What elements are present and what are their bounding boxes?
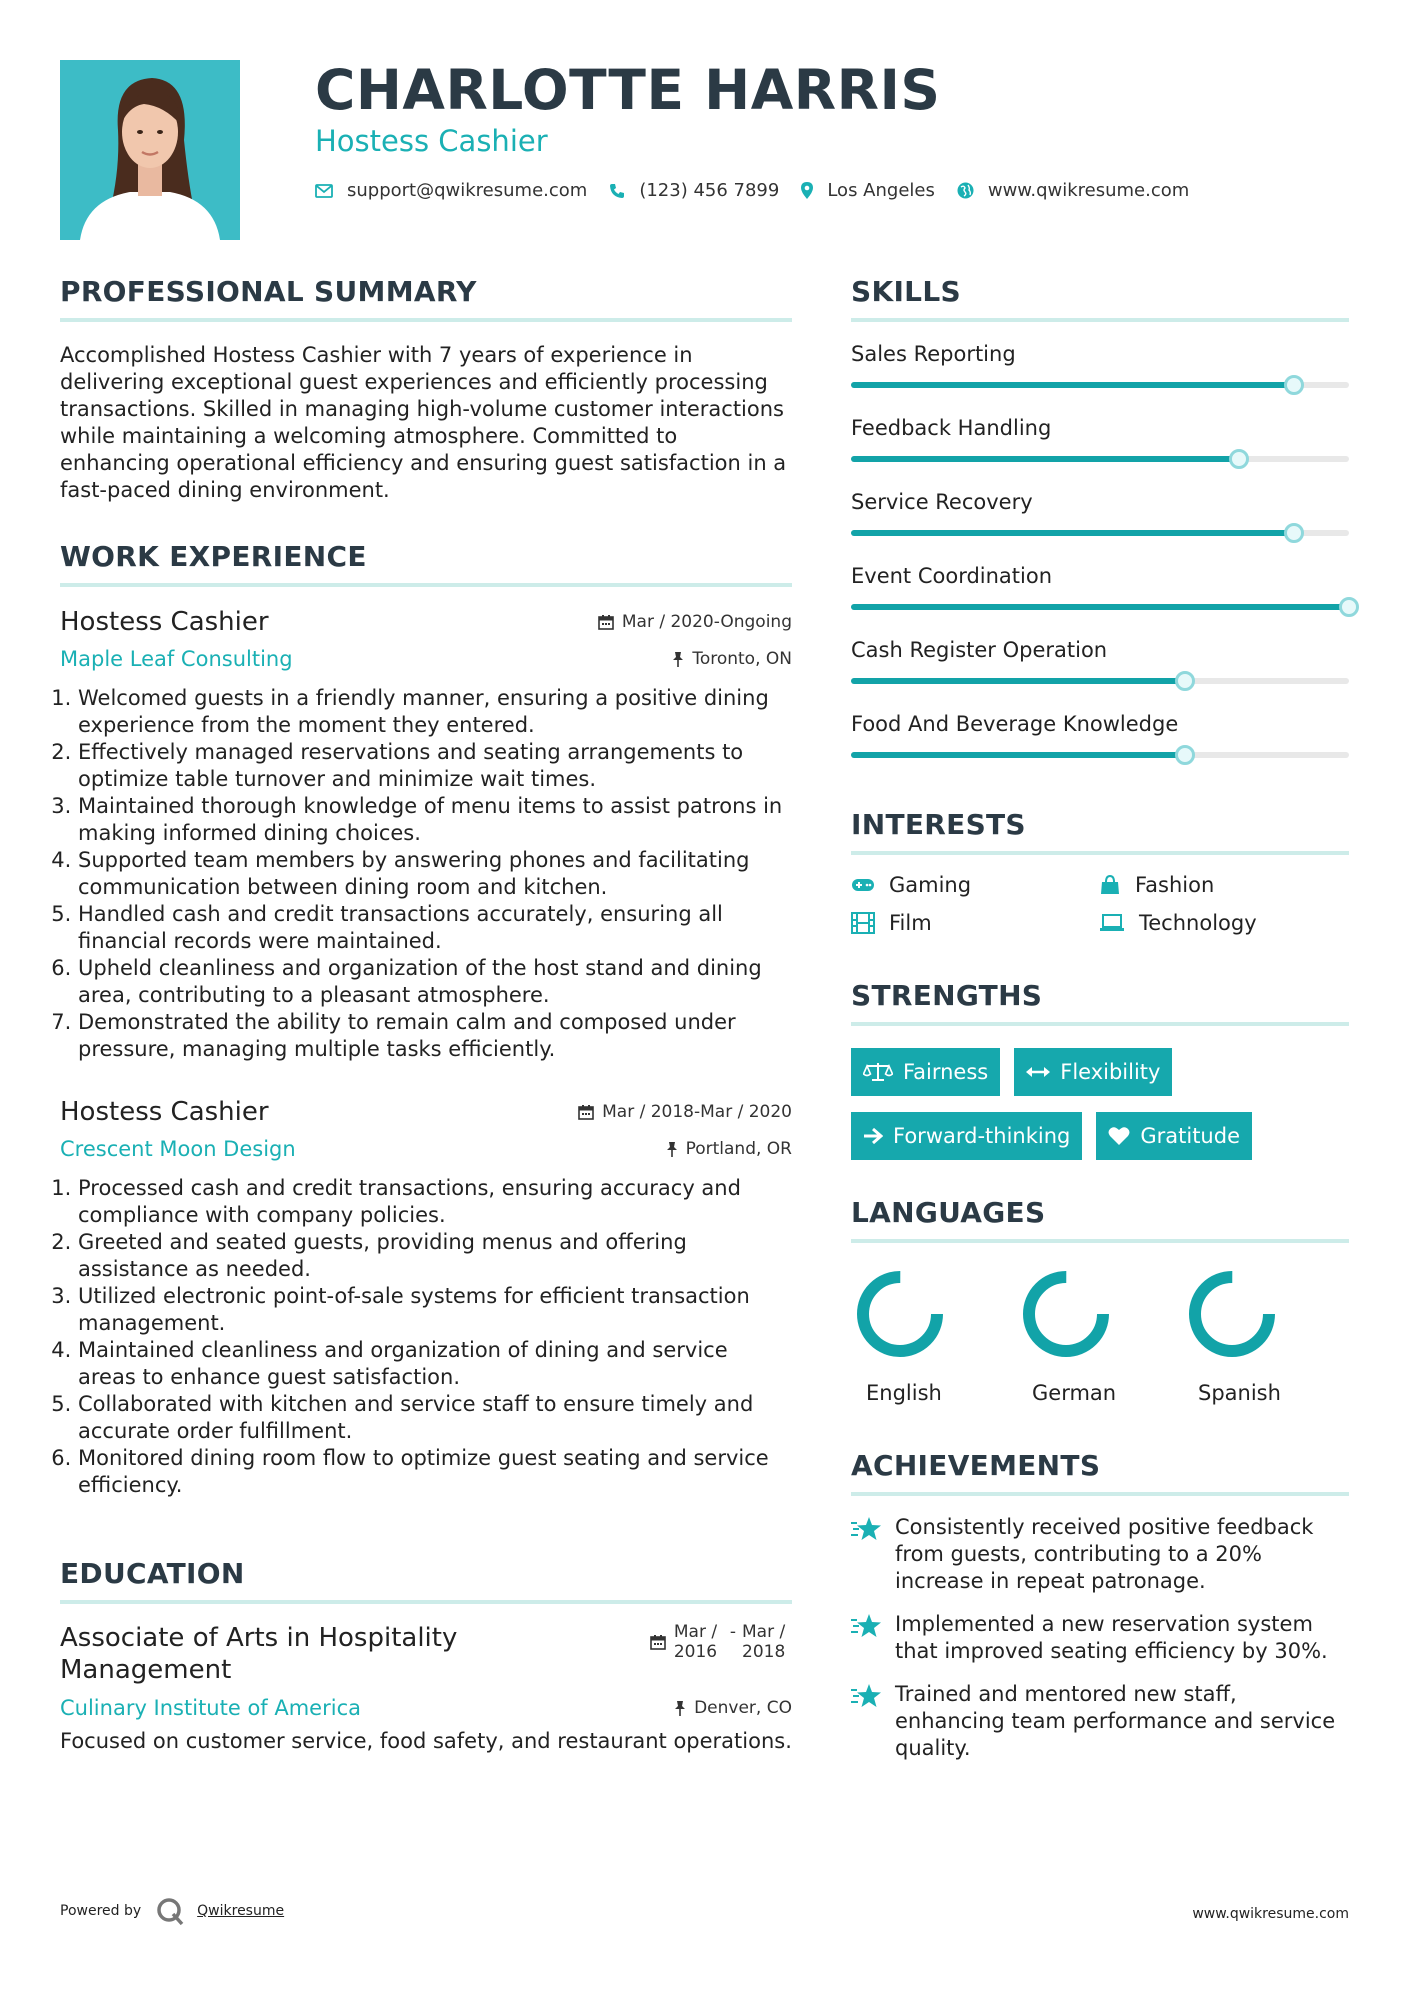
pushpin-icon [672, 651, 684, 667]
contact-bar [315, 180, 1211, 201]
job-entry [60, 1097, 792, 1499]
education-start: Mar / 2016 [673, 1622, 718, 1662]
skill-label: Event Coordination [851, 564, 1053, 588]
list-item: 4. Supported team members by answering phones and facilitating communication between dining room and kitchen. [78, 847, 792, 901]
education-location: Denver, CO [674, 1698, 792, 1718]
strength-tag: Flexibility [1014, 1048, 1172, 1096]
arrows-horizontal-icon [1026, 1066, 1050, 1078]
skill-bar-fill [851, 456, 1239, 462]
education-section [60, 1557, 792, 1755]
shopping-bag-icon [1099, 874, 1121, 896]
achievement-text: Consistently received positive feedback from guests, contributing to a 20% increase in repeat patronage. [895, 1515, 1314, 1593]
job-date: Mar / 2020-Ongoing [598, 612, 792, 632]
skill-item [851, 416, 1349, 462]
skill-bar-fill [851, 604, 1349, 610]
experience-title: WORK EXPERIENCE [60, 540, 792, 587]
language-ring-arc [863, 1277, 937, 1351]
skill-label: Sales Reporting [851, 342, 1016, 366]
website-text: www.qwikresume.com [987, 180, 1190, 201]
skill-label: Cash Register Operation [851, 638, 1108, 662]
degree-title: Associate of Arts in Hospitality Management [60, 1623, 458, 1685]
skill-item [851, 342, 1349, 388]
list-item: 5. Handled cash and credit transactions accurately, ensuring all financial records were maintained. [78, 901, 792, 955]
skill-bar [851, 456, 1349, 462]
right-column [851, 275, 1349, 1762]
job-title: Hostess Cashier [60, 607, 269, 637]
list-item: 3. Maintained thorough knowledge of menu items to assist patrons in making informed dining choices. [78, 793, 792, 847]
candidate-role: Hostess Cashier [315, 124, 548, 158]
interest-item: Fashion [1099, 873, 1349, 897]
star-icon [851, 1613, 883, 1639]
strength-tag: Forward-thinking [851, 1112, 1082, 1160]
school-name: Culinary Institute of America [60, 1696, 361, 1720]
experience-section [60, 540, 792, 1499]
interests-section [851, 808, 1349, 935]
qwikresume-logo-icon [155, 1896, 185, 1926]
skills-title: SKILLS [851, 275, 1349, 322]
contact-location [801, 180, 935, 201]
location-text: Los Angeles [827, 180, 935, 201]
job-location: Portland, OR [666, 1139, 792, 1159]
achievements-list [851, 1514, 1349, 1762]
calendar-icon [598, 614, 614, 630]
pushpin-icon [674, 1700, 686, 1716]
film-icon [851, 912, 875, 934]
contact-website[interactable] [957, 180, 1189, 201]
skill-item [851, 712, 1349, 758]
laptop-icon [1099, 914, 1125, 932]
phone-icon [609, 183, 625, 199]
powered-by-text: Powered by [60, 1903, 142, 1919]
skill-bar-knob [1175, 745, 1195, 765]
education-title: EDUCATION [60, 1557, 792, 1604]
list-item: 1. Welcomed guests in a friendly manner, ensuring a positive dining experience from the moment they entered. [78, 685, 792, 739]
arrow-right-icon [863, 1127, 883, 1145]
list-item: 1. Processed cash and credit transactions, ensuring accuracy and compliance with company policies. [78, 1175, 792, 1229]
list-item: 4. Maintained cleanliness and organization of dining and service areas to enhance guest satisfaction. [78, 1337, 792, 1391]
email-text: support@qwikresume.com [347, 180, 588, 201]
skill-item [851, 490, 1349, 536]
language-ring [1021, 1269, 1111, 1359]
achievement-item [851, 1611, 1349, 1665]
phone-text: (123) 456 7899 [639, 180, 780, 201]
gamepad-icon [851, 878, 875, 892]
left-column [60, 275, 792, 1755]
list-item: 3. Utilized electronic point-of-sale systems for efficient transaction management. [78, 1283, 792, 1337]
skill-bar-fill [851, 678, 1185, 684]
list-item: 5. Collaborated with kitchen and service staff to ensure timely and accurate order fulfillment. [78, 1391, 792, 1445]
summary-text: Accomplished Hostess Cashier with 7 years of experience in delivering exceptional guest experiences and efficiently processing transactions. Skilled in managing high-volume customer interactions while maintaining a welcoming atmosphere. Committed to enhancing operational efficiency and ensuring guest satisfaction in a fast-paced dining environment. [60, 343, 787, 502]
pushpin-icon [666, 1141, 678, 1157]
education-end: Mar / 2018 [742, 1622, 786, 1662]
languages-list [851, 1269, 1349, 1405]
skill-item [851, 564, 1349, 610]
interest-item: Gaming [851, 873, 1099, 897]
skill-bar-fill [851, 530, 1294, 536]
list-item: 7. Demonstrated the ability to remain calm and composed under pressure, managing multiple tasks efficiently. [78, 1009, 792, 1063]
job-date: Mar / 2018-Mar / 2020 [578, 1102, 792, 1122]
language-label: English [866, 1381, 942, 1405]
skills-section [851, 275, 1349, 758]
languages-title: LANGUAGES [851, 1196, 1349, 1243]
duties-list [60, 685, 792, 1063]
strength-tag: Gratitude [1096, 1112, 1252, 1160]
job-title: Hostess Cashier [60, 1097, 269, 1127]
strength-tag: Fairness [851, 1048, 1000, 1096]
achievement-text: Trained and mentored new staff, enhancing team performance and service quality. [895, 1682, 1336, 1760]
calendar-icon [650, 1634, 666, 1650]
balance-scale-icon [863, 1062, 893, 1082]
skill-bar-knob [1339, 597, 1359, 617]
skill-item [851, 638, 1349, 684]
skill-bar [851, 678, 1349, 684]
language-item [851, 1269, 1017, 1405]
achievement-item [851, 1681, 1349, 1762]
company-name: Maple Leaf Consulting [60, 647, 293, 671]
summary-title: PROFESSIONAL SUMMARY [60, 275, 792, 322]
duties-list [60, 1175, 792, 1499]
achievements-section [851, 1449, 1349, 1762]
profile-photo [60, 60, 240, 240]
footer-powered [60, 1896, 284, 1926]
language-label: Spanish [1198, 1381, 1281, 1405]
footer-website[interactable]: www.qwikresume.com [1192, 1906, 1349, 1922]
envelope-icon [315, 184, 333, 198]
skill-bar-knob [1284, 523, 1304, 543]
job-entry [60, 607, 792, 1063]
skill-bar [851, 530, 1349, 536]
summary-section [60, 275, 792, 504]
achievements-title: ACHIEVEMENTS [851, 1449, 1349, 1496]
language-ring-arc [1029, 1277, 1103, 1351]
interests-title: INTERESTS [851, 808, 1349, 855]
list-item: 6. Upheld cleanliness and organization of the host stand and dining area, contributing to a pleasant atmosphere. [78, 955, 792, 1009]
strengths-section [851, 979, 1349, 1160]
strengths-title: STRENGTHS [851, 979, 1349, 1026]
contact-email[interactable] [315, 180, 587, 201]
contact-phone[interactable] [609, 180, 779, 201]
globe-icon [957, 182, 974, 199]
language-ring [1187, 1269, 1277, 1359]
candidate-name: CHARLOTTE HARRIS [315, 58, 941, 122]
star-icon [851, 1516, 883, 1542]
language-ring-arc [1195, 1277, 1269, 1351]
map-marker-icon [801, 182, 813, 199]
achievement-text: Implemented a new reservation system that improved seating efficiency by 30%. [895, 1612, 1328, 1663]
achievement-item [851, 1514, 1349, 1595]
skill-bar [851, 382, 1349, 388]
list-item: 2. Effectively managed reservations and seating arrangements to optimize table turnover and minimize wait times. [78, 739, 792, 793]
brand-link[interactable]: Qwikresume [197, 1903, 285, 1919]
skill-bar-knob [1284, 375, 1304, 395]
skill-bar [851, 604, 1349, 610]
list-item: 6. Monitored dining room flow to optimize guest seating and service efficiency. [78, 1445, 792, 1499]
language-item [1017, 1269, 1183, 1405]
interest-item: Film [851, 911, 1099, 935]
languages-section [851, 1196, 1349, 1405]
star-icon [851, 1683, 883, 1709]
education-date: Mar / 2016 - Mar / 2018 [650, 1622, 792, 1686]
language-item [1183, 1269, 1349, 1405]
calendar-icon [578, 1104, 594, 1120]
language-label: German [1032, 1381, 1117, 1405]
skill-bar [851, 752, 1349, 758]
skill-bar-fill [851, 752, 1185, 758]
company-name: Crescent Moon Design [60, 1137, 296, 1161]
job-location: Toronto, ON [672, 649, 792, 669]
education-description: Focused on customer service, food safety, and restaurant operations. [60, 1729, 792, 1753]
skill-label: Service Recovery [851, 490, 1033, 514]
skills-list [851, 342, 1349, 758]
skill-label: Food And Beverage Knowledge [851, 712, 1179, 736]
language-ring [855, 1269, 945, 1359]
interest-item: Technology [1099, 911, 1349, 935]
heart-icon [1108, 1126, 1130, 1146]
list-item: 2. Greeted and seated guests, providing menus and offering assistance as needed. [78, 1229, 792, 1283]
skill-label: Feedback Handling [851, 416, 1052, 440]
skill-bar-knob [1229, 449, 1249, 469]
skill-bar-fill [851, 382, 1294, 388]
skill-bar-knob [1175, 671, 1195, 691]
